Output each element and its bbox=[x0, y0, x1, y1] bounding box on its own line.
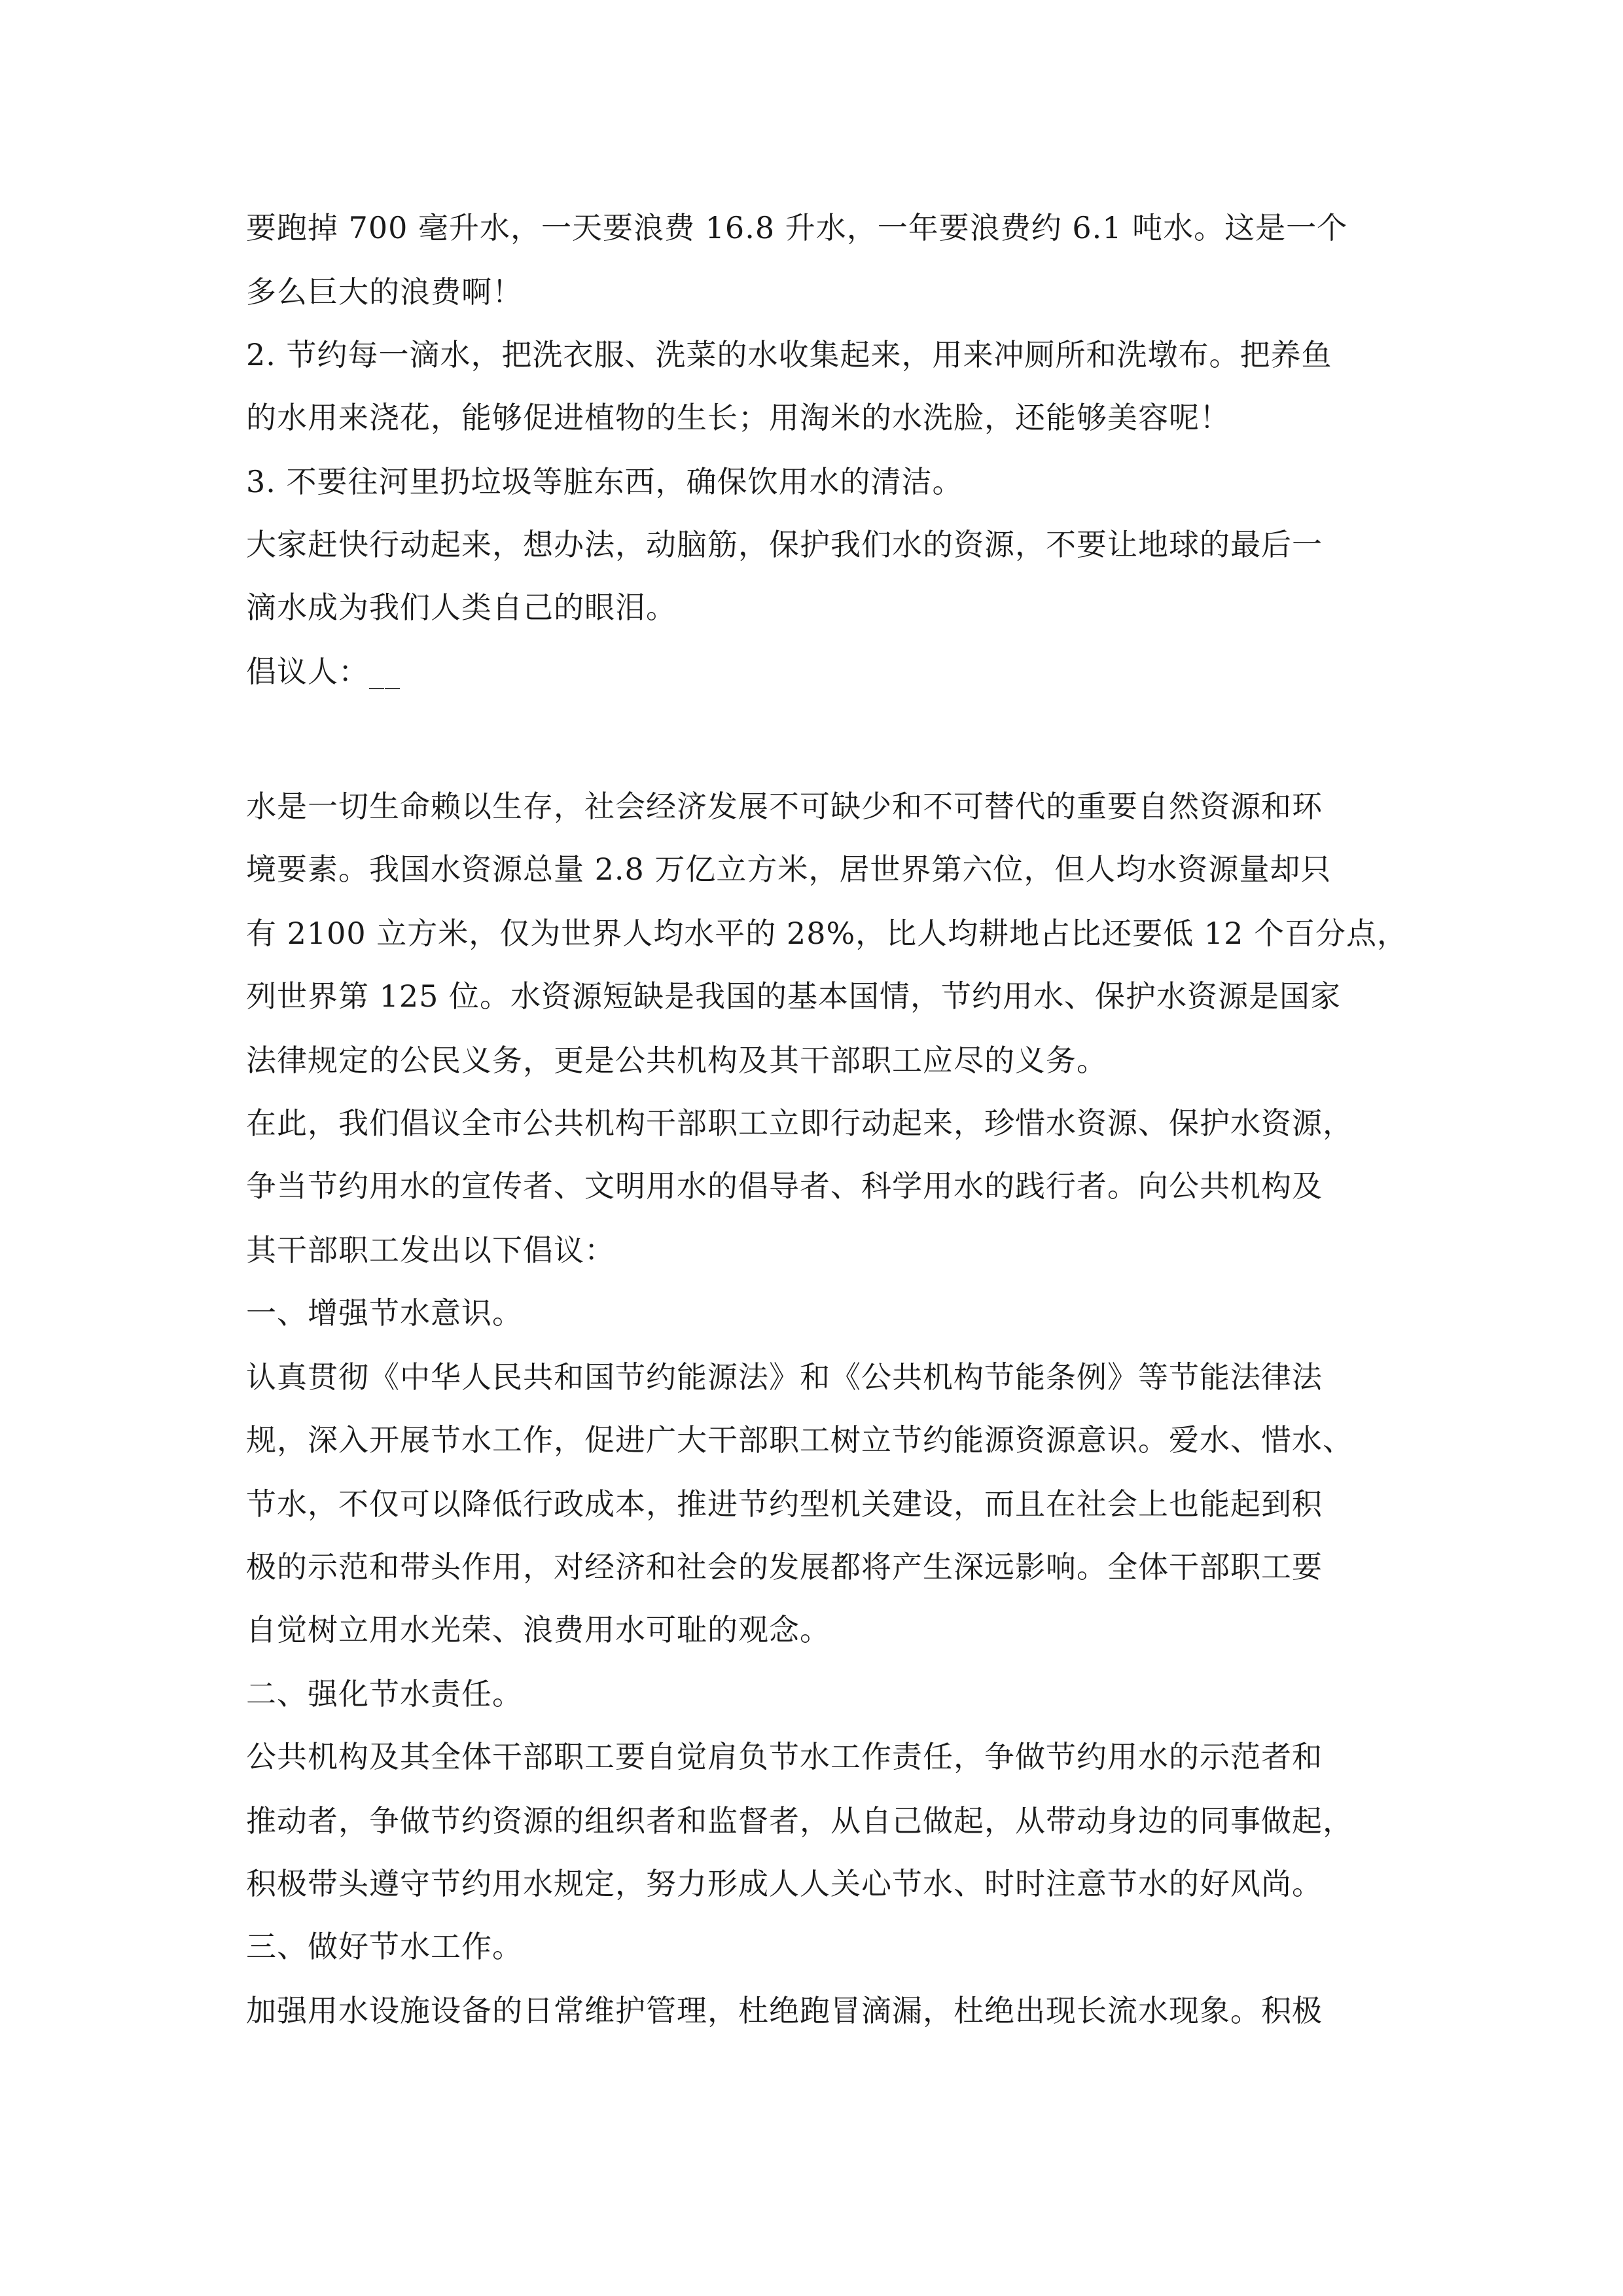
paragraph-line: 要跑掉 700 毫升水，一天要浪费 16.8 升水，一年要浪费约 6.1 吨水。这是一个 bbox=[246, 210, 1348, 245]
paragraph-line: 极的示范和带头作用，对经济和社会的发展都将产生深远影响。全体干部职工要 bbox=[246, 1549, 1323, 1585]
paragraph-line: 推动者，争做节约资源的组织者和监督者，从自己做起，从带动身边的同事做起， bbox=[246, 1803, 1353, 1839]
paragraph-line: 加强用水设施设备的日常维护管理，杜绝跑冒滴漏，杜绝出现长流水现象。积极 bbox=[246, 1993, 1323, 2028]
paragraph-line: 规，深入开展节水工作，促进广大干部职工树立节约能源资源意识。爱水、惜水、 bbox=[246, 1422, 1353, 1458]
signature-line: 倡议人：__ bbox=[246, 654, 401, 689]
paragraph-line: 积极带头遵守节约用水规定，努力形成人人关心节水、时时注意节水的好风尚。 bbox=[246, 1866, 1323, 1901]
list-item: 3. 不要往河里扔垃圾等脏东西，确保饮用水的清洁。 bbox=[246, 464, 963, 499]
paragraph-line: 认真贯彻《中华人民共和国节约能源法》和《公共机构节能条例》等节能法律法 bbox=[246, 1359, 1323, 1395]
section-heading: 一、增强节水意识。 bbox=[246, 1295, 523, 1331]
paragraph-line: 水是一切生命赖以生存，社会经济发展不可缺少和不可替代的重要自然资源和环 bbox=[246, 789, 1323, 824]
paragraph-line: 多么巨大的浪费啊！ bbox=[246, 274, 523, 310]
paragraph-line: 滴水成为我们人类自己的眼泪。 bbox=[246, 590, 677, 625]
paragraph-line: 列世界第 125 位。水资源短缺是我国的基本国情，节约用水、保护水资源是国家 bbox=[246, 978, 1342, 1014]
paragraph-line: 其干部职工发出以下倡议： bbox=[246, 1232, 615, 1268]
paragraph-line: 法律规定的公民义务，更是公共机构及其干部职工应尽的义务。 bbox=[246, 1043, 1107, 1078]
section-heading: 三、做好节水工作。 bbox=[246, 1929, 523, 1964]
paragraph-line: 节水，不仅可以降低行政成本，推进节约型机关建设，而且在社会上也能起到积 bbox=[246, 1486, 1323, 1522]
paragraph-line: 自觉树立用水光荣、浪费用水可耻的观念。 bbox=[246, 1612, 830, 1647]
list-item: 2. 节约每一滴水，把洗衣服、洗菜的水收集起来，用来冲厕所和洗墩布。把养鱼 bbox=[246, 337, 1332, 372]
section-heading: 二、强化节水责任。 bbox=[246, 1676, 523, 1712]
paragraph-line: 境要素。我国水资源总量 2.8 万亿立方米，居世界第六位，但人均水资源量却只 bbox=[246, 852, 1332, 887]
paragraph-line: 有 2100 立方米，仅为世界人均水平的 28%，比人均耕地占比还要低 12 个百分点， bbox=[246, 916, 1408, 951]
paragraph-line: 大家赶快行动起来，想办法，动脑筋，保护我们水的资源，不要让地球的最后一 bbox=[246, 527, 1323, 562]
paragraph-line: 公共机构及其全体干部职工要自觉肩负节水工作责任，争做节约用水的示范者和 bbox=[246, 1739, 1323, 1774]
paragraph-line: 争当节约用水的宣传者、文明用水的倡导者、科学用水的践行者。向公共机构及 bbox=[246, 1168, 1323, 1204]
paragraph-line: 的水用来浇花，能够促进植物的生长；用淘米的水洗脸，还能够美容呢！ bbox=[246, 400, 1230, 435]
paragraph-line: 在此，我们倡议全市公共机构干部职工立即行动起来，珍惜水资源、保护水资源， bbox=[246, 1105, 1353, 1141]
